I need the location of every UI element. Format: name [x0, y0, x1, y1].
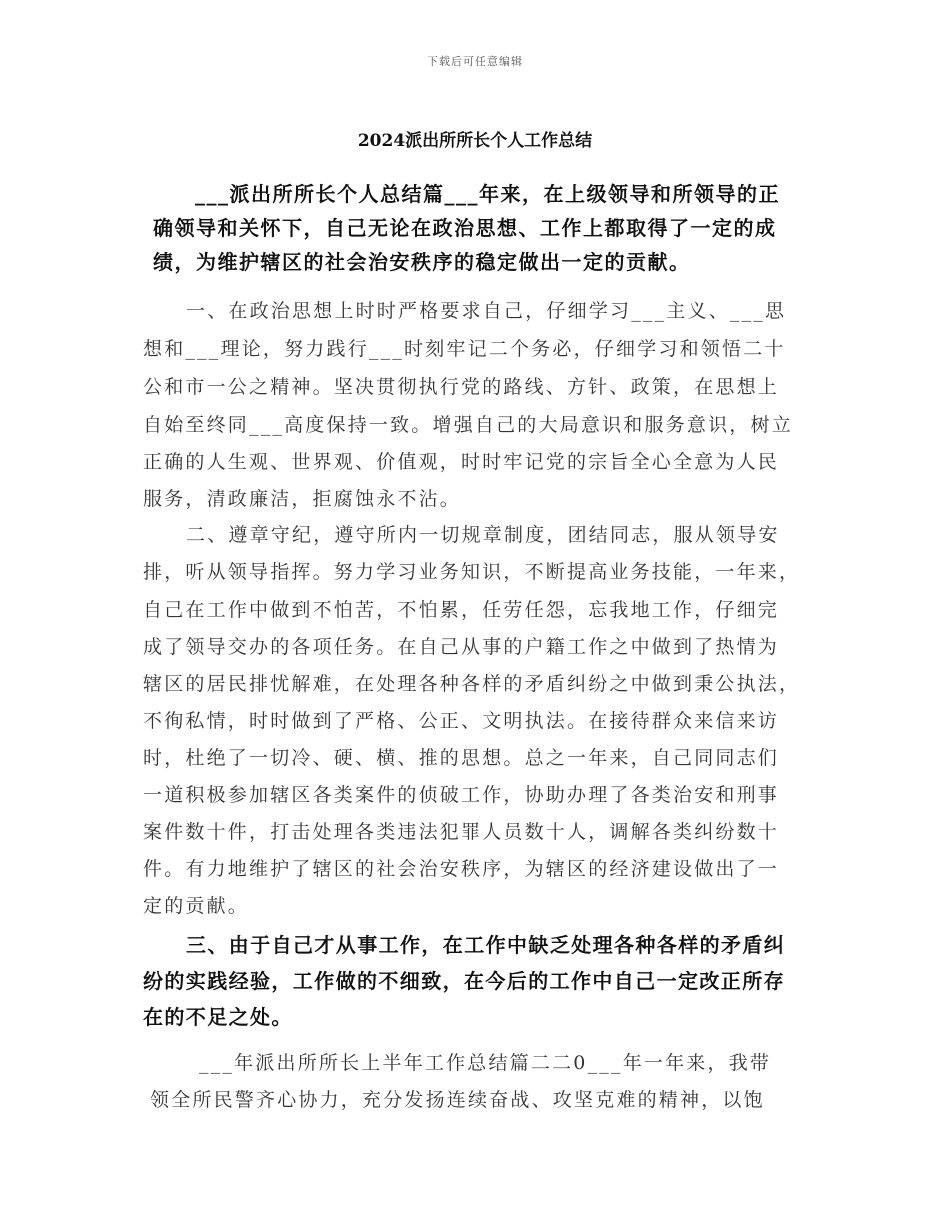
document-title: 2024派出所所长个人工作总结: [357, 131, 593, 151]
paragraph-line: ___年派出所所长上半年工作总结篇二二0___年一年来，我带: [199, 1052, 772, 1074]
paragraph-line: 辖区的居民排忧解难，在处理各种各样的矛盾纠纷之中做到秉公执法，: [143, 673, 801, 695]
paragraph-line: 时，杜绝了一切冷、硬、横、推的思想。总之一年来，自己同同志们: [143, 747, 780, 769]
paragraph-line: 领全所民警齐心协力，充分发扬连续奋战、攻坚克难的精神，以饱: [150, 1089, 765, 1111]
paragraph-line: 在的不足之处。: [143, 1005, 293, 1029]
paragraph-line: 三、由于自己才从事工作，在工作中缺乏处理各种各样的矛盾纠: [186, 933, 786, 957]
paragraph-line: 服务，清政廉洁，拒腐蚀永不沾。: [143, 488, 462, 510]
page-header: 下载后可任意编辑: [427, 55, 523, 68]
paragraph-line: 排，听从领导指挥。努力学习业务知识，不断提高业务技能，一年来，: [143, 561, 801, 583]
paragraph-line: 案件数十件，打击处理各类违法犯罪人员数十人，调解各类纠纷数十: [143, 821, 780, 843]
paragraph-line: ___派出所所长个人总结篇___年来，在上级领导和所领导的正: [195, 182, 780, 206]
paragraph-line: 公和市一公之精神。坚决贯彻执行党的路线、方针、政策，在思想上: [143, 376, 780, 398]
paragraph-line: 成了领导交办的各项任务。在自己从事的户籍工作之中做到了热情为: [143, 636, 780, 658]
paragraph-line: 件。有力地维护了辖区的社会治安秩序，为辖区的经济建设做出了一: [143, 858, 780, 880]
paragraph-line: 绩，为维护辖区的社会治安秩序的稳定做出一定的贡献。: [153, 250, 691, 274]
paragraph-line: 纷的实践经验，工作做的不细致，在今后的工作中自己一定改正所存: [143, 969, 785, 993]
paragraph-line: 定的贡献。: [143, 895, 250, 917]
paragraph-line: 一道积极参加辖区各类案件的侦破工作，协助办理了各类治安和刑事: [143, 784, 780, 806]
paragraph-line: 不徇私情，时时做到了严格、公正、文明执法。在接待群众来信来访: [143, 710, 780, 732]
paragraph-line: 自始至终同___高度保持一致。增强自己的大局意识和服务意识，树立: [143, 414, 793, 436]
paragraph-line: 正确的人生观、世界观、价值观，时时牢记党的宗旨全心全意为人民: [143, 451, 780, 473]
paragraph-line: 二、遵章守纪，遵守所内一切规章制度，团结同志，服从领导安: [186, 524, 780, 546]
paragraph-line: 想和___理论，努力践行___时刻牢记二个务必，仔细学习和领悟二十: [143, 338, 786, 360]
paragraph-line: 一、在政治思想上时时严格要求自己，仔细学习___主义、___思: [186, 300, 787, 322]
paragraph-line: 确领导和关怀下，自己无论在政治思想、工作上都取得了一定的成: [153, 216, 777, 240]
paragraph-line: 自己在工作中做到不怕苦，不怕累，任劳任怨，忘我地工作，仔细完: [143, 599, 780, 621]
